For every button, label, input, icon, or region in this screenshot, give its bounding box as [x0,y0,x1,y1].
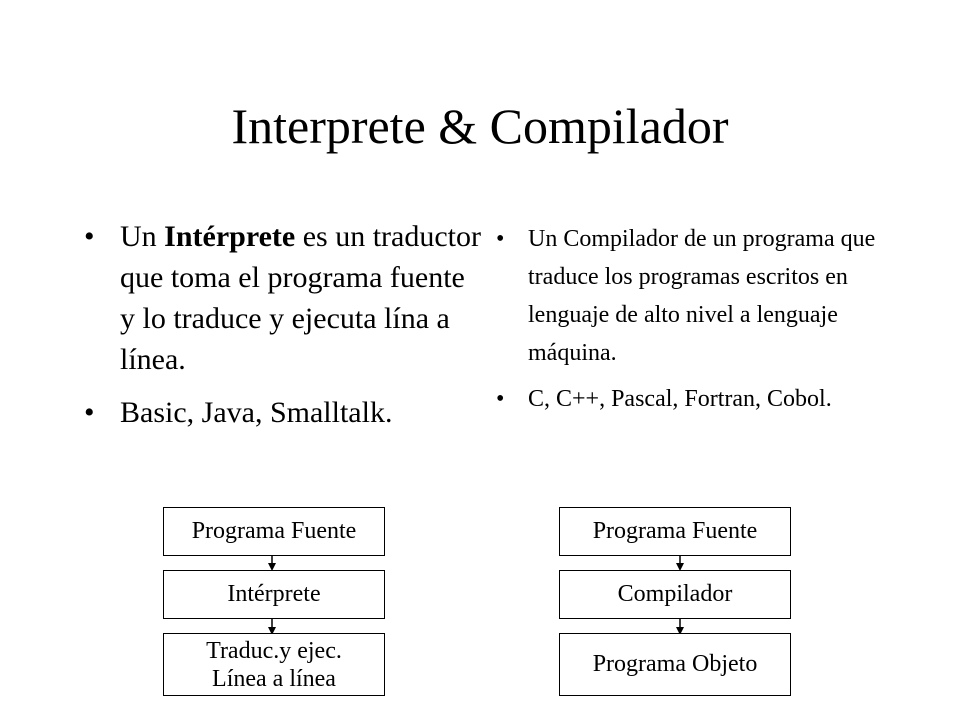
bullet-icon: • [496,226,505,252]
interpreter-examples: • Basic, Java, Smalltalk. [84,392,484,433]
interpreter-term: Intérprete [164,220,296,253]
interp-execute-box: Traduc.y ejec. Línea a línea [163,633,385,696]
bullet-icon: • [84,220,95,253]
compiler-box: Compilador [559,570,791,619]
compiler-examples: • C, C++, Pascal, Fortran, Cobol. [496,380,896,418]
interp-source-box: Programa Fuente [163,507,385,556]
object-program-box: Programa Objeto [559,633,791,696]
comp-source-box: Programa Fuente [559,507,791,556]
compiler-definition: • Un Compilador de un programa que traduce los programas escritos en lenguaje de alto nivel a lenguaje máquina. [496,220,896,372]
interpreter-box: Intérprete [163,570,385,619]
bullet-icon: • [496,386,505,412]
slide-title: Interprete & Compilador [231,98,729,154]
bullet-icon: • [84,396,95,429]
interpreter-definition: • Un Intérprete es un traductor que toma el programa fuente y lo traduce y ejecuta lína a línea. [84,216,484,380]
